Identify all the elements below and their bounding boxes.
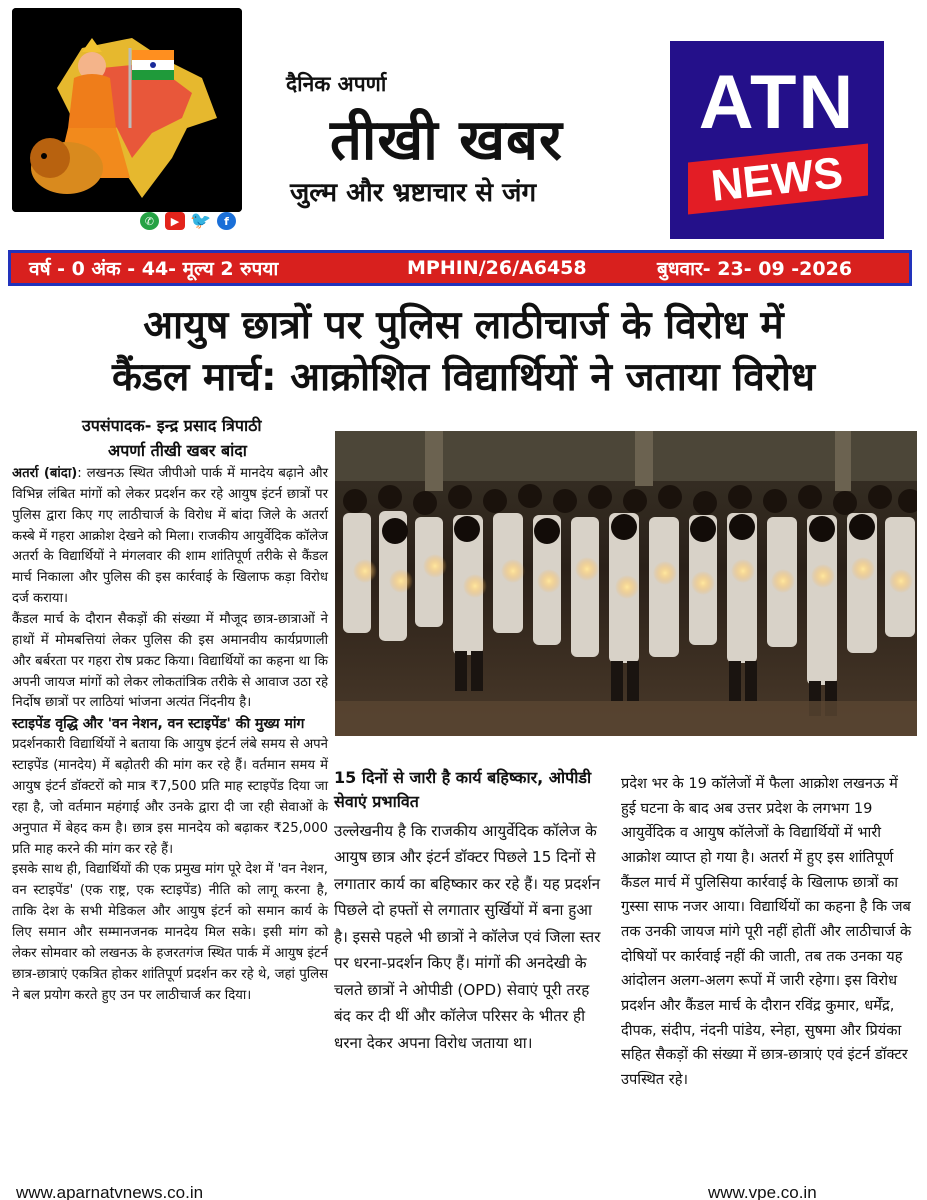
issue-info: वर्ष - 0 अंक - 44- मूल्य 2 रुपया bbox=[29, 258, 279, 280]
candle-march-photo bbox=[335, 431, 917, 736]
byline-desk: अपर्णा तीखी खबर बांदा bbox=[108, 441, 247, 460]
atn-logo-text: ATN bbox=[698, 60, 856, 145]
whatsapp-icon[interactable]: ✆ bbox=[140, 212, 159, 230]
bharat-mata-illustration bbox=[12, 8, 242, 212]
paper-daily-label: दैनिक अपर्णा bbox=[286, 72, 387, 96]
dateline: अतर्रा (बांदा) bbox=[12, 466, 78, 481]
issue-date: बुधवार- 23- 09 -2026 bbox=[657, 258, 853, 280]
paragraph: उल्लेखनीय है कि राजकीय आयुर्वेदिक कॉलेज के आयुष छात्र और इंटर्न डॉक्टर पिछले 15 दिनों से लगातार कार्य का बहिष्कार कर रहे हैं। यह प्रदर्शन पिछले दो हफ्तों से लगातार सुर्खियों में बना हुआ है। इससे पहले भी छात्रों ने कॉलेज एवं जिला स्तर पर धरना-प्रदर्शन किए हैं। मांगों की अनदेखी के चलते छात्रों ने ओपीडी (OPD) सेवाएं पूरी तरह बंद कर दी थीं और कॉलेज परिसर के भीतर ही धरना देकर अपना विरोध जताया था। bbox=[334, 822, 601, 1052]
headline-line-2: कैंडल मार्च: आक्रोशित विद्यार्थियों ने जताया विरोध bbox=[112, 354, 815, 400]
footer-website-left[interactable]: www.aparnatvnews.co.in bbox=[16, 1183, 204, 1200]
candle-march-illustration bbox=[335, 431, 917, 736]
article-column-left bbox=[12, 464, 328, 1006]
footer-website-right[interactable]: www.vpe.co.in bbox=[708, 1183, 817, 1200]
atn-news-logo bbox=[670, 41, 884, 239]
paper-slogan: जुल्म और भ्रष्टाचार से जंग bbox=[290, 178, 537, 208]
social-icons bbox=[140, 212, 236, 230]
byline-editor: उपसंपादक- इन्द्र प्रसाद त्रिपाठी bbox=[82, 416, 262, 435]
headline bbox=[0, 300, 927, 404]
paragraph: प्रदेश भर के 19 कॉलेजों में फैला आक्रोश लखनऊ में हुई घटना के बाद अब उत्तर प्रदेश के लगभग 19 आयुर्वेदिक व आयुष कॉलेजों के विद्यार्थियों में भारी आक्रोश व्याप्त हो गया है। अतर्रा में हुए इस शांतिपूर्ण कैंडल मार्च में पुलिसिया कार्रवाई के खिलाफ छात्रों का गुस्सा साफ नजर आया। विद्यार्थियों का कहना है कि जब तक उनकी जायज मांगे पूरी नहीं होतीं और लाठीचार्ज के दोषियों पर कार्रवाई नहीं की जाती, तब तक उनका यह आंदोलन अलग-अलग रूपों में जारी रहेगा। इस विरोध प्रदर्शन और कैंडल मार्च के दौरान रविंद्र कुमार, धर्मेंद्र, दीपक, संदीप, नंदनी पांडेय, स्नेहा, सुषमा और प्रियंका सहित सैकड़ों की संख्या में छात्र-छात्राएं एवं इंटर्न डॉक्टर उपस्थित रहे। bbox=[621, 775, 912, 1088]
headline-line-1: आयुष छात्रों पर पुलिस लाठीचार्ज के विरोध में bbox=[143, 303, 784, 348]
paper-title: तीखी खबर bbox=[330, 108, 563, 173]
subheading: स्टाइपेंड वृद्धि और 'वन नेशन, वन स्टाइपेंड' की मुख्य मांग bbox=[12, 716, 305, 733]
paragraph: अतर्रा (बांदा): लखनऊ स्थित जीपीओ पार्क में मानदेय बढ़ाने और विभिन्न लंबित मांगों को लेकर प्रदर्शन कर रहे आयुष इंटर्न छात्रों पर पुलिस द्वारा किए गए लाठीचार्ज के विरोध में बांदा जिले के अतर्रा कस्बे में गहरा आक्रोश देखने को मिला। राजकीय आयुर्वेदिक कॉलेज अतर्रा के विद्यार्थियों ने मंगलवार की शाम शांतिपूर्ण तरीके से कैंडल मार्च निकाला और पुलिस की इस कार्रवाई के खिलाफ कड़ा विरोध दर्ज कराया। bbox=[12, 466, 328, 607]
facebook-icon[interactable]: f bbox=[217, 212, 236, 230]
article-column-right bbox=[621, 772, 913, 1093]
paragraph: इसके साथ ही, विद्यार्थियों की एक प्रमुख मांग पूरे देश में 'वन नेशन, वन स्टाइपेंड' (एक राष्ट्र, एक स्टाइपेंड) नीति को लागू करना है, ताकि देश के सभी मेडिकल और आयुष इंटर्न को समान कार्य के लिए समान और सम्मानजनक मानदेय मिल सके। इसी मांग को लेकर सोमवार को लखनऊ के हजरतगंज स्थित पार्क में आयुष इंटर्न छात्र-छात्राएं एकत्रित होकर शांतिपूर्ण प्रदर्शन कर रहे थे, जहां पुलिस ने बल प्रयोग करते हुए उन पर लाठीचार्ज कर दिया। bbox=[12, 862, 328, 1003]
paragraph: प्रदर्शनकारी विद्यार्थियों ने बताया कि आयुष इंटर्न लंबे समय से अपने स्टाइपेंड (मानदेय) में बढ़ोतरी की मांग कर रहे हैं। वर्तमान समय में आयुष इंटर्न डॉक्टरों को मात्र ₹7,500 प्रति माह स्टाइपेंड दिया जा रहा है, जो वर्तमान महंगाई और उनके द्वारा दी जा रही सेवाओं के अनुपात में बेहद कम है। छात्र इस मानदेय को बढ़ाकर ₹25,000 प्रति माह करने की मांग कर रहे हैं। bbox=[12, 737, 328, 857]
article-column-middle bbox=[334, 766, 610, 1056]
paragraph: कैंडल मार्च के दौरान सैकड़ों की संख्या में मौजूद छात्र-छात्राओं ने हाथों में मोमबत्तियां लेकर पुलिस की इस अमानवीय कार्यप्रणाली और बर्बरता पर गहरा रोष प्रकट किया। विद्यार्थियों का कहना था कि अपनी जायज मांगों को लेकर लोकतांत्रिक तरीके से आवाज उठा रहे निर्दोष छात्रों पर लाठियां भांजना अत्यंत निंदनीय है। bbox=[12, 612, 328, 711]
twitter-icon[interactable]: 🐦 bbox=[190, 211, 212, 231]
registration-number: MPHIN/26/A6458 bbox=[407, 257, 587, 279]
news-logo-text: NEWS bbox=[708, 148, 846, 211]
youtube-icon[interactable]: ▶ bbox=[165, 212, 185, 230]
issue-info-bar bbox=[8, 250, 912, 286]
subheading: 15 दिनों से जारी है कार्य बहिष्कार, ओपीडी सेवाएं प्रभावित bbox=[334, 768, 592, 811]
bharat-mata-logo bbox=[12, 8, 242, 212]
